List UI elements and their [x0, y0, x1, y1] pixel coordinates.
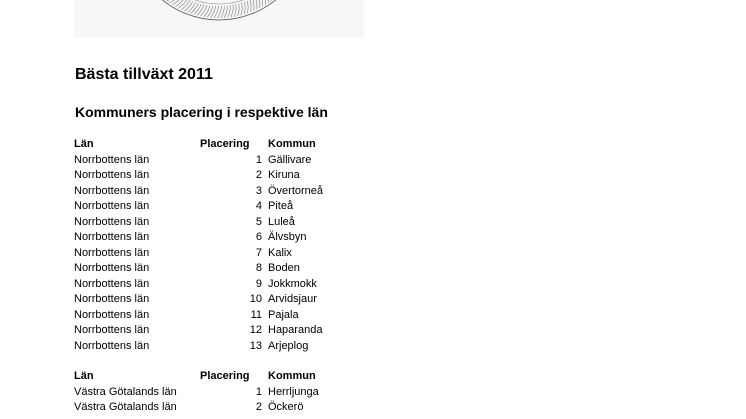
column-header-lan: Län	[74, 370, 94, 382]
cell-placering: 13	[249, 339, 262, 352]
cell-lan: Norrbottens län	[74, 293, 150, 305]
cell-kommun: Kiruna	[268, 169, 300, 181]
cell-placering: 10	[249, 293, 262, 305]
page-title: Bästa tillväxt 2011	[75, 66, 213, 83]
cell-placering: 9	[255, 277, 262, 290]
cell-lan: Västra Götalands län	[74, 385, 177, 398]
cell-lan: Norrbottens län	[74, 153, 150, 166]
cell-lan: Norrbottens län	[74, 339, 150, 352]
cell-placering: 2	[255, 401, 262, 413]
cell-kommun: Piteå	[268, 200, 294, 212]
cell-lan: Norrbottens län	[74, 308, 150, 321]
header-seal-image	[74, 0, 364, 38]
cell-placering: 8	[255, 262, 262, 274]
cell-lan: Norrbottens län	[74, 184, 150, 197]
section-subtitle: Kommuners placering i respektive län	[75, 104, 328, 120]
cell-lan: Norrbottens län	[74, 262, 150, 274]
cell-kommun: Jokkmokk	[268, 277, 317, 290]
cell-lan: Norrbottens län	[74, 200, 150, 212]
cell-kommun: Gällivare	[268, 153, 312, 166]
cell-placering: 1	[255, 153, 262, 166]
cell-lan: Norrbottens län	[74, 246, 150, 259]
cell-placering: 3	[255, 184, 262, 197]
cell-lan: Norrbottens län	[74, 231, 150, 243]
column-header-kommun: Kommun	[268, 370, 316, 382]
cell-kommun: Haparanda	[268, 324, 323, 336]
cell-placering: 1	[255, 385, 262, 398]
cell-kommun: Öckerö	[268, 401, 304, 413]
cell-kommun: Herrljunga	[268, 385, 319, 398]
cell-placering: 11	[250, 308, 262, 321]
cell-lan: Norrbottens län	[74, 324, 150, 336]
cell-placering: 4	[255, 200, 262, 212]
cell-lan: Västra Götalands län	[74, 401, 177, 413]
cell-kommun: Pajala	[268, 308, 299, 321]
cell-kommun: Boden	[268, 262, 300, 274]
cell-placering: 12	[249, 324, 262, 336]
cell-lan: Norrbottens län	[74, 169, 150, 181]
column-header-lan: Län	[74, 138, 94, 150]
cell-lan: Norrbottens län	[74, 277, 150, 290]
cell-placering: 7	[255, 246, 262, 259]
cell-placering: 5	[255, 215, 262, 228]
column-header-placering: Placering	[200, 138, 250, 150]
column-header-placering: Placering	[200, 370, 250, 382]
cell-lan: Norrbottens län	[74, 215, 150, 228]
column-header-kommun: Kommun	[268, 138, 316, 150]
cell-kommun: Luleå	[268, 215, 295, 228]
cell-kommun: Arvidsjaur	[268, 293, 317, 305]
cell-kommun: Kalix	[268, 246, 292, 259]
cell-kommun: Övertorneå	[268, 184, 324, 197]
cell-placering: 6	[255, 231, 262, 243]
cell-kommun: Arjeplog	[268, 339, 309, 352]
cell-kommun: Älvsbyn	[268, 231, 307, 243]
cell-placering: 2	[255, 169, 262, 181]
